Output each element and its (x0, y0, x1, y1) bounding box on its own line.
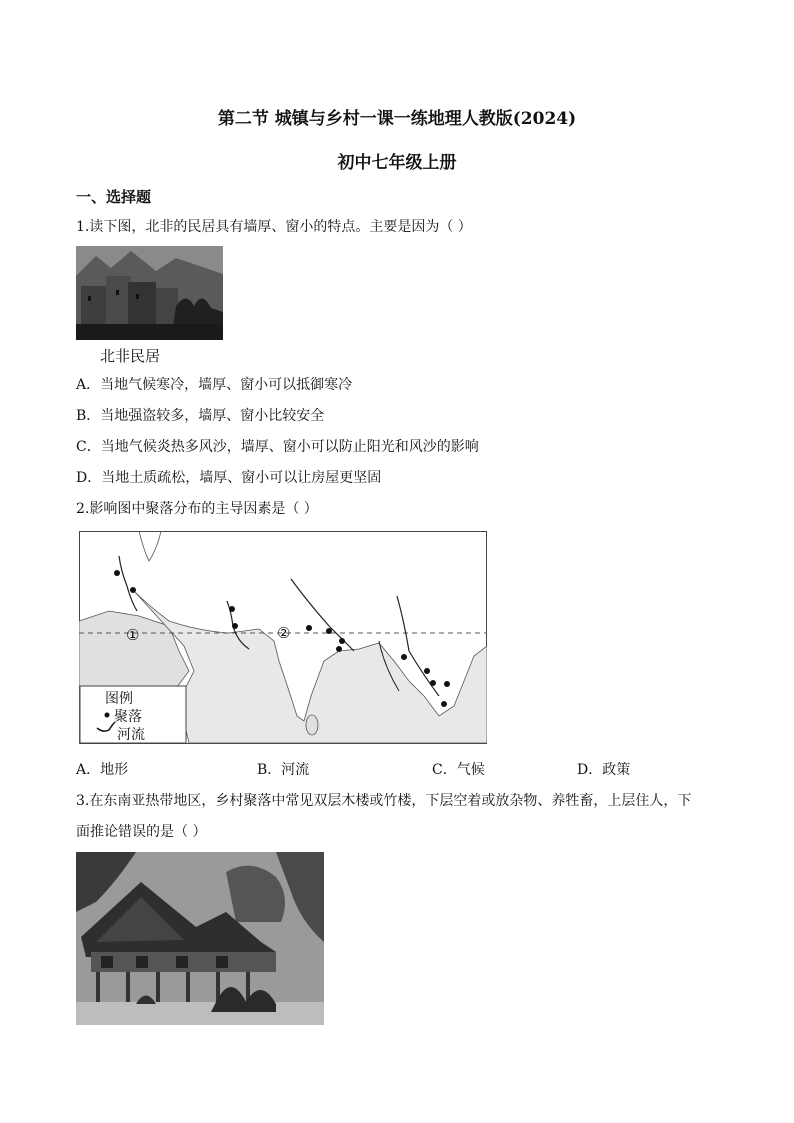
question-3-stem-line1: 3.在东南亚热带地区，乡村聚落中常见双层木楼或竹楼，下层空着或放杂物、养牲畜，上层住人，下 (76, 793, 692, 809)
map-label-2: ② (277, 624, 291, 642)
question-2-stem: 2.影响图中聚落分布的主导因素是（ ） (76, 501, 318, 517)
map-legend-title: 图例 (105, 691, 133, 707)
map-legend-settlement: 聚落 (114, 709, 142, 725)
photo-caption: 北非民居 (100, 347, 161, 365)
q2-option-b: B．河流 (257, 762, 310, 778)
q2-option-d: D．政策 (577, 762, 631, 778)
q1-option-a: A．当地气候寒冷，墙厚、窗小可以抵御寒冷 (76, 377, 353, 393)
q2-option-a: A．地形 (76, 762, 129, 778)
document-title: 第二节 城镇与乡村一课一练地理人教版(2024) (217, 109, 577, 129)
question-1-stem: 1.读下图，北非的民居具有墙厚、窗小的特点。主要是因为（ ） (76, 219, 472, 235)
document-subtitle: 初中七年级上册 (337, 153, 457, 173)
question-3-stem-line2: 面推论错误的是（ ） (76, 824, 207, 840)
q1-option-b: B．当地强盗较多，墙厚、窗小比较安全 (76, 408, 325, 424)
q1-option-c: C．当地气候炎热多风沙，墙厚、窗小可以防止阳光和风沙的影响 (76, 439, 479, 455)
q1-option-d: D．当地土质疏松，墙厚、窗小可以让房屋更坚固 (76, 470, 382, 486)
q2-option-c: C．气候 (432, 762, 485, 778)
stilt-house-photo (76, 852, 324, 1025)
settlement-river-map (79, 531, 487, 744)
section-heading: 一、选择题 (76, 188, 152, 206)
map-label-1: ① (126, 626, 140, 644)
map-legend-river: 河流 (117, 727, 145, 743)
north-africa-house-photo (76, 246, 223, 340)
